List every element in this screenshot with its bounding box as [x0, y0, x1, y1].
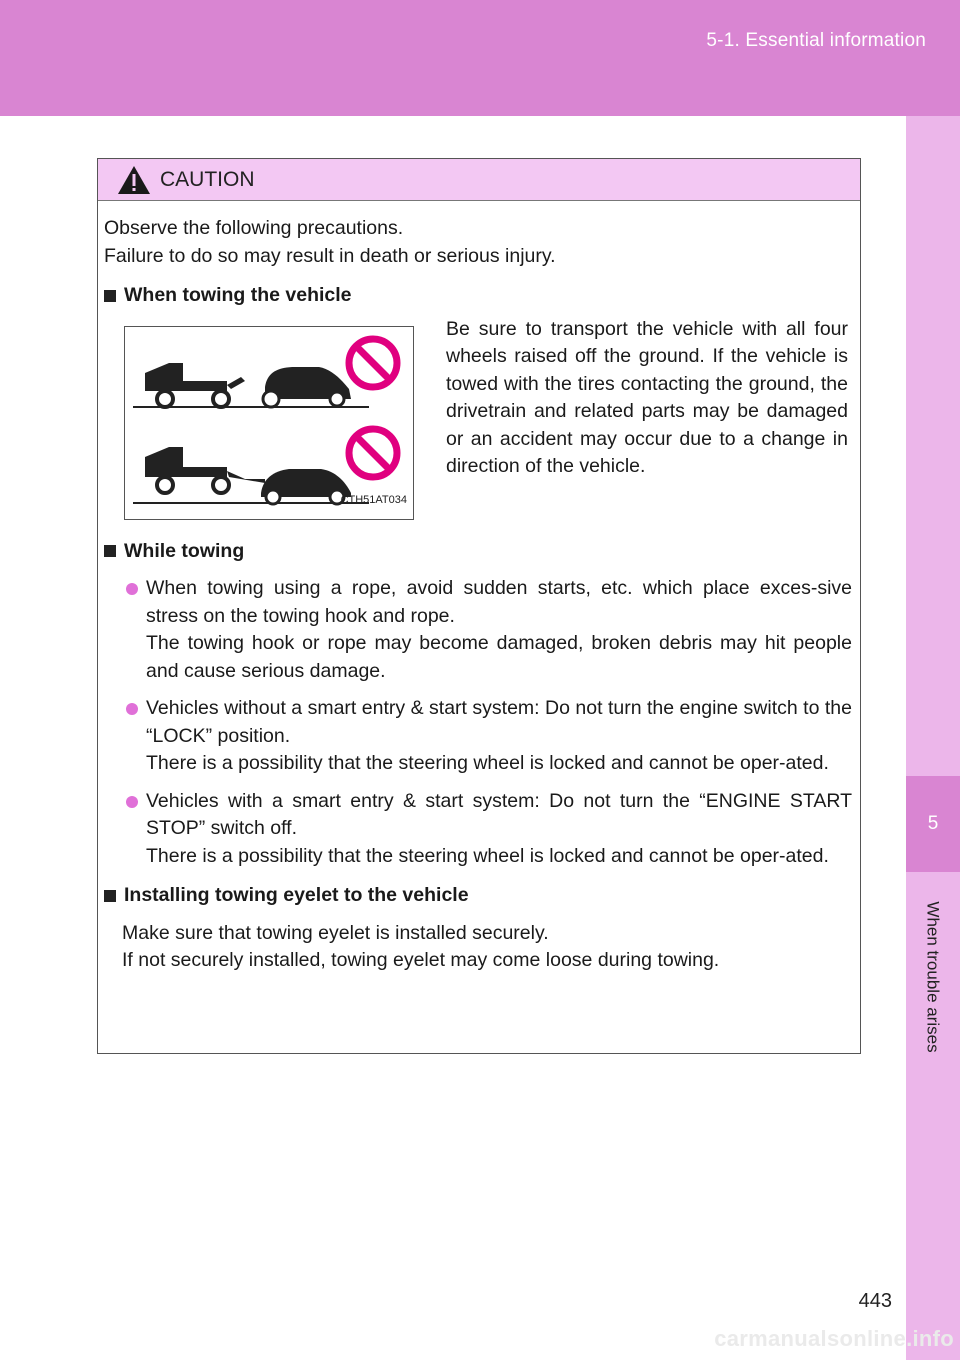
- subheading-eyelet-text: Installing towing eyelet to the vehicle: [124, 884, 469, 906]
- chapter-number-tab: 5: [906, 776, 960, 872]
- square-bullet-icon: [104, 545, 116, 557]
- subheading-towing: [104, 282, 852, 310]
- bullet-item: [126, 788, 852, 871]
- bullet-note: The towing hook or rope may become damaged, broken debris may hit people and cause serious damage.: [146, 632, 852, 682]
- round-bullet-icon: [126, 796, 138, 808]
- caution-header: [98, 159, 860, 201]
- caution-body: [98, 201, 860, 975]
- square-bullet-icon: [104, 290, 116, 302]
- towing-text: Be sure to transport the vehicle with all four wheels raised off the ground. If the vehicle is towed with the tires contacting the ground, the drivetrain and related parts may be damaged or an accident may occur due to a change in direction of the vehicle.: [446, 317, 848, 477]
- figure-code: CTH51AT034: [340, 494, 407, 506]
- page-number: 443: [858, 1290, 892, 1312]
- bullet-note: There is a possibility that the steering wheel is locked and cannot be oper-ated.: [146, 844, 829, 867]
- warning-triangle-icon: [116, 164, 152, 196]
- top-header-band: [0, 0, 960, 116]
- side-tab: [906, 116, 960, 1360]
- section-header: 5-1. Essential information: [706, 30, 926, 51]
- chapter-title-text: When trouble arises: [924, 901, 943, 1053]
- subheading-while-towing-text: While towing: [124, 539, 245, 562]
- square-bullet-icon: [104, 890, 116, 902]
- bullet-line: When towing using a rope, avoid sudden starts, etc. which place exces-sive stress on the towing hook and rope.: [146, 577, 852, 627]
- watermark: carmanualsonline.info: [714, 1326, 954, 1351]
- towing-illustration-row: [104, 317, 852, 520]
- round-bullet-icon: [126, 703, 138, 715]
- bullet-item: [126, 575, 852, 685]
- chapter-title-tab: [906, 882, 960, 1072]
- intro-line-1: Observe the following precautions.: [104, 217, 404, 239]
- subheading-while-towing: [104, 538, 852, 566]
- bullet-note: There is a possibility that the steering wheel is locked and cannot be oper-ated.: [146, 752, 829, 774]
- round-bullet-icon: [126, 583, 138, 595]
- bullet-item: [126, 695, 852, 778]
- bullet-line: Vehicles with a smart entry & start system: Do not turn the “ENGINE START STOP” switch off.: [146, 789, 852, 839]
- caution-title: CAUTION: [160, 167, 255, 191]
- bullet-line: Vehicles without a smart entry & start system: Do not turn the engine switch to the “LOCK” position.: [146, 697, 852, 747]
- eyelet-line-1: Make sure that towing eyelet is installed securely.: [122, 921, 549, 944]
- caution-box: [97, 158, 861, 1054]
- subheading-towing-text: When towing the vehicle: [124, 284, 352, 306]
- subheading-eyelet: [104, 882, 852, 910]
- intro-line-2: Failure to do so may result in death or serious injury.: [104, 244, 556, 267]
- eyelet-line-2: If not securely installed, towing eyelet may come loose during towing.: [122, 949, 720, 971]
- towing-illustration: [124, 326, 414, 520]
